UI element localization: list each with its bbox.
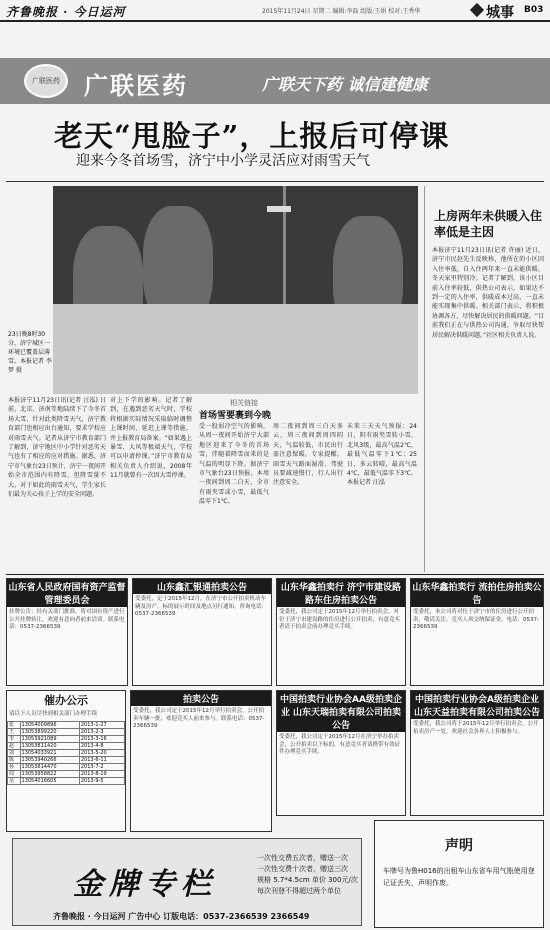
ad-reminder-list[interactable]: [6, 690, 126, 832]
article-headline: 老天“甩脸子”，上报后可停课: [54, 119, 450, 153]
table-cell: 2013-1-27: [79, 721, 124, 728]
table-cell: 2013-8-19: [79, 770, 124, 777]
article-column-2: 对上下学的影响。记者了解到，在遇到恶劣天气时，学校将根据实际情况采取临时调整上课时间、延迟上课等措施，并上报教育局备案。“如果遇上暴雪、大风等极端天气，学校可以申请停课。”济宁市教育局相关负责人介绍说，2008年11月就曾有一次因大雪停课。: [110, 397, 192, 480]
table-row: [8, 770, 125, 777]
statement-notice[interactable]: [374, 820, 544, 928]
side-story-title: 上房两年未供暖入住率低是主因: [434, 209, 543, 239]
table-cell: 吴: [8, 777, 21, 784]
table-cell: 13053940266: [20, 756, 79, 763]
table-cell: 李: [8, 735, 21, 742]
newspaper-brand: 齐鲁晚报 · 今日运河: [6, 5, 126, 19]
table-row: [8, 777, 125, 784]
table-row: [8, 728, 125, 735]
table-row: [8, 749, 125, 756]
table-cell: 13053811420: [20, 742, 79, 749]
ad-notice-1[interactable]: [6, 578, 128, 686]
table-cell: 13054033921: [20, 749, 79, 756]
table-row: [8, 735, 125, 742]
promo-title: 金牌专栏: [73, 867, 217, 902]
promo-item: 一次性交费十次者，赠送三次: [257, 865, 348, 873]
ad-auction-3[interactable]: [410, 690, 544, 816]
table-cell: 王: [8, 728, 21, 735]
ad-title: 山东华鑫拍卖行 济宁市建设路路东住房拍卖公告: [277, 579, 405, 607]
ad-text: 受委托，我公司定于2015年12月举行拍卖会，公开拍卖车辆一批，欢迎竞买人前来参与。联系电话：0537-2366539: [133, 708, 265, 729]
page-header: [0, 0, 550, 22]
ad-title: 山东华鑫拍卖行 流拍住房拍卖公告: [411, 579, 543, 607]
sponsor-name: 广联医药: [84, 72, 188, 100]
table-cell: 2013-6-11: [79, 756, 124, 763]
side-story-body: 本报济宁11月23日讯(记者 许丽) 近日，济宁市民赵先生反映称，他所在的小区因入住率低，自入住两年来一直未能供暖，冬天家里特别冷。记者了解到，该小区目前入住率较低，供热公司表示，如果达不到一定的入住率，供暖成本过高，一直未能实现集中供暖。相关部门表示，将积极协调各方，尽快解决居民的供暖问题。“目前我们正在与供热公司沟通，争取尽快帮居民解决供暖问题。”社区相关负责人说。: [432, 247, 544, 339]
table-cell: 2013-4-8: [79, 742, 124, 749]
ad-title: 拍卖公告: [131, 691, 271, 706]
promo-item: 每次刊登不得超过两个单位: [257, 887, 341, 895]
table-cell: 13053899220: [20, 728, 79, 735]
ad-text: 请以下人员尽快到相关部门办理手续: [9, 711, 98, 717]
column-rule: [424, 186, 425, 572]
section-name: 城事: [486, 5, 514, 21]
table-cell: 孙: [8, 763, 21, 770]
table-cell: 13053958822: [20, 770, 79, 777]
ad-text: 受委托，本公司将对位于济宁市的住房进行公开拍卖，敬请关注。竞买人须交纳保证金。电话：0537-2366539: [413, 609, 539, 630]
snow-photo: [53, 186, 418, 394]
issue-meta: 2015年11月24日 星期二 编辑:李磊 组版:王娟 校对:王秀华: [262, 8, 421, 15]
ad-title: 山东省人民政府国有资产监督管理委员会: [7, 579, 127, 607]
sponsor-banner[interactable]: [0, 58, 550, 104]
table-cell: 陈: [8, 756, 21, 763]
ad-text: 受委托，我公司将于2015年12月举行拍卖会，公开拍卖房产一处，欢迎社会各界人士积极参与。: [413, 721, 539, 735]
section-icon: [470, 3, 484, 17]
ad-notice-3[interactable]: [276, 578, 406, 686]
article-column-1: 本报济宁11月23日讯(记者 汪泓) 日前，北京、济南等地陆续下了今冬首场大雪，针对此类降雪天气，济宁教育部门也相应出台通知，要求学校应对雨雪天气。记者从济宁市教育部门了解到，济宁地区中小学针对恶劣天气也有了相应的应对措施。据悉，济宁市气象台23日预计，济宁一夜间开始全市范围内有降雪，但降雪量不大。对于如此的雨雪天气，学生家长们最为关心孩子上学的安全问题。: [8, 397, 106, 499]
table-cell: 2013-2-3: [79, 728, 124, 735]
table-cell: 2013-3-16: [79, 735, 124, 742]
ad-auction-2[interactable]: [276, 690, 406, 816]
ad-auction[interactable]: [130, 690, 272, 832]
reminder-table: [7, 721, 125, 785]
article-subhead: 迎来今冬首场雪，济宁中小学灵活应对雨雪天气: [76, 153, 370, 169]
sponsor-slogan: 广联天下药 诚信建健康: [262, 75, 428, 94]
table-cell: 2013-5-20: [79, 749, 124, 756]
table-cell: 2013-9-5: [79, 777, 124, 784]
table-cell: 13053921089: [20, 735, 79, 742]
divider: [6, 181, 544, 182]
table-cell: 赵: [8, 742, 21, 749]
promo-item: 一次性交费五次者，赠送一次: [257, 854, 348, 862]
ads-divider: [6, 574, 544, 575]
table-cell: 13054016605: [20, 777, 79, 784]
ad-notice-2[interactable]: [132, 578, 272, 686]
related-link-label: 相关链接: [230, 399, 258, 407]
notice-title: 声明: [445, 838, 473, 854]
table-cell: 周: [8, 770, 21, 777]
page-number: B03: [524, 5, 544, 15]
related-column-2: 周二夜间到周三白天多云，周三夜间到周四阴天，气温较低，市民出行需注意保暖。专家提醒，雨雪天气路面湿滑，驾驶员要减速慢行，行人出行注意安全。: [273, 423, 343, 487]
ad-title: 中国拍卖行业协会A级拍卖企业 山东天益拍卖有限公司拍卖公告: [411, 691, 543, 719]
ad-text: 挂牌公告：经有关部门批准，将对国有资产进行公开挂牌转让，欢迎有意向者前来洽谈。联系电话：0537-2366539: [9, 609, 125, 630]
lamp-head: [267, 206, 291, 212]
ad-text: 受委托，定于2015年12月，在济宁市公开拍卖机动车辆及房产。标的展示时间及地点另行通知。咨询电话：0537-2366539: [135, 596, 268, 617]
ad-title: 催办公示: [44, 694, 88, 707]
promo-footer: 齐鲁晚报 · 今日运河 广告中心 订版电话：0537-2366539 2366549: [53, 912, 310, 921]
gold-column-ad[interactable]: [12, 838, 362, 926]
table-row: [8, 721, 125, 728]
table-cell: 张: [8, 721, 21, 728]
ad-notice-4[interactable]: [410, 578, 544, 686]
ad-text: 受委托，我公司定于2015年12月举行拍卖会，对位于济宁市建设路的住房进行公开拍卖，有意竞买者请于拍卖会前办理竞买手续。: [279, 609, 401, 630]
notice-text: 车牌号为鲁H016的出租车山东省车用气瓶使用登记证丢失，声明作废。: [383, 867, 535, 887]
related-column-1: 受一股弱冷空气的影响，从周一夜间开始济宁大部地区迎来了今冬的首场雪，伴随着降雪而来的是气温的明显下降。据济宁市气象台23日预报，本周一夜间到周二白天，全市有雨夹雪或小雪，最低气温零下1℃。: [199, 423, 269, 506]
snowy-ground: [53, 304, 418, 394]
table-cell: 13054009896: [20, 721, 79, 728]
sponsor-logo: 广联医药: [24, 64, 68, 98]
ad-title: 中国拍卖行业协会AA级拍卖企业 山东天瑞拍卖有限公司拍卖公告: [277, 691, 405, 732]
table-cell: 13053814470: [20, 763, 79, 770]
table-cell: 刘: [8, 749, 21, 756]
table-row: [8, 756, 125, 763]
ad-title: 山东鑫汇银通拍卖公告: [133, 579, 271, 594]
related-column-3: 未来三天天气预报：24日，阴有雨夹雪转小雪，北风3级，最高气温2℃，最低气温零下1℃；25日，多云转晴，最高气温4℃，最低气温零下3℃。本报记者 汪泓: [347, 423, 417, 487]
table-row: [8, 742, 125, 749]
photo-caption: 23日晚8时30分，济宁城区一环境已覆盖层薄雪。本报记者 李梦 摄: [8, 331, 52, 374]
promo-list: [257, 853, 358, 897]
ad-text: 受委托，我公司定于2015年12月在济宁举办拍卖会，公开拍卖以下标的，有意竞买者请携带有效证件办理竞买手续。: [279, 734, 401, 755]
promo-item: 规格 5.7*4.5cm 单价 300元/次: [257, 876, 358, 884]
table-row: [8, 763, 125, 770]
table-cell: 2013-7-2: [79, 763, 124, 770]
related-title: 首场雪要裹到今晚: [199, 411, 272, 421]
